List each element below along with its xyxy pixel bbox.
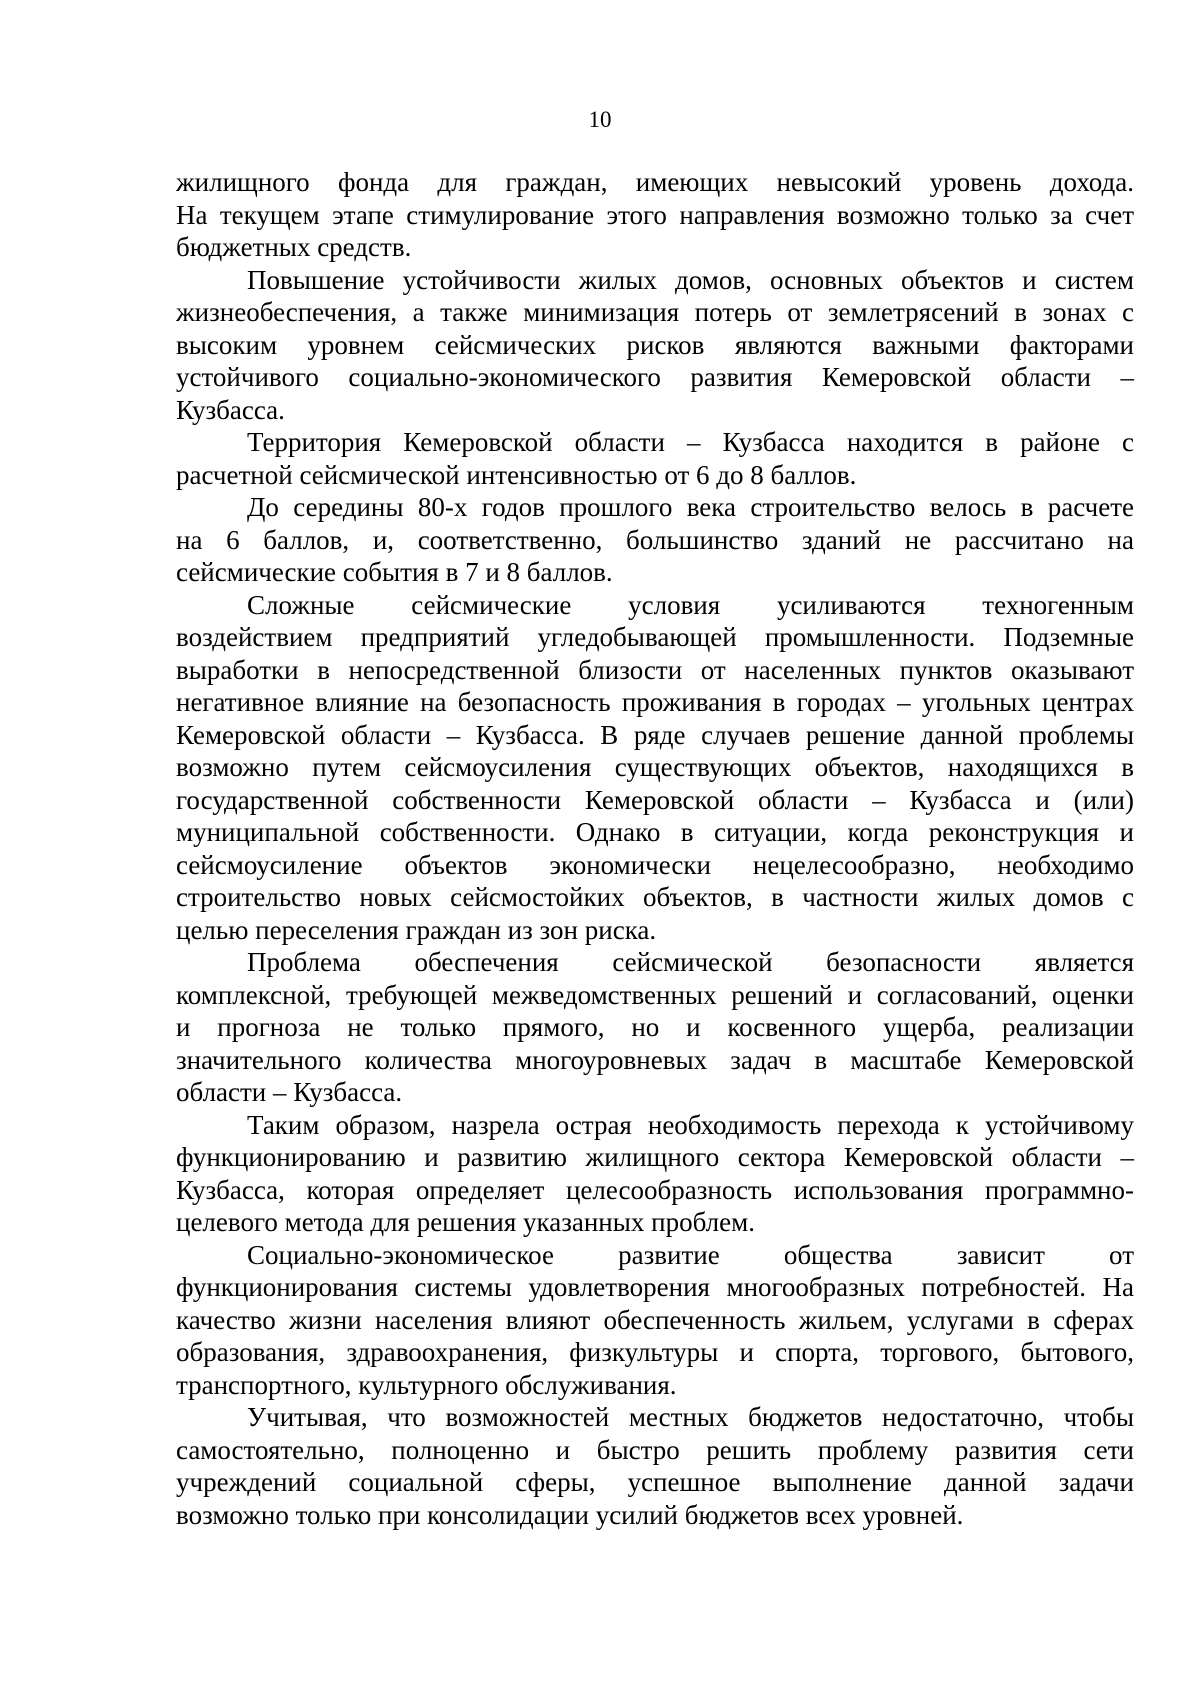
paragraph — [176, 491, 1134, 589]
text-line: государственной собственности Кемеровской области – Кузбасса и (или) — [176, 784, 1134, 815]
text-line: комплексной, требующей межведомственных решений и согласований, оценки — [176, 979, 1134, 1010]
text-line: функционирования системы удовлетворения многообразных потребностей. На — [176, 1272, 1134, 1302]
text-line: устойчивого социально-экономического развития Кемеровской области – — [176, 362, 1134, 392]
text-line: Социально-экономическое развитие общества зависит от — [247, 1239, 1134, 1270]
text-line: Повышение устойчивости жилых домов, основных объектов и систем — [247, 264, 1134, 295]
text-line: жилищного фонда для граждан, имеющих невысокий уровень дохода. — [176, 167, 1134, 197]
paragraph — [176, 426, 1134, 491]
text-line: На текущем этапе стимулирование этого направления возможно только за счет — [176, 199, 1134, 230]
text-line: Проблема обеспечения сейсмической безопасности является — [247, 947, 1134, 977]
text-line: возможно только при консолидации усилий бюджетов всех уровней. — [176, 1499, 964, 1530]
paragraph — [176, 1109, 1134, 1239]
paragraph — [176, 264, 1134, 427]
text-line: и прогноза не только прямого, но и косвенного ущерба, реализации — [176, 1012, 1134, 1042]
text-line: целевого метода для решения указанных проблем. — [176, 1207, 755, 1237]
text-line: функционированию и развитию жилищного сектора Кемеровской области – — [176, 1142, 1134, 1172]
text-line: сейсмоусиление объектов экономически нецелесообразно, необходимо — [176, 849, 1134, 880]
page-number: 10 — [588, 107, 612, 132]
document-body — [176, 166, 1134, 1531]
text-line: области – Кузбасса. — [176, 1077, 403, 1107]
text-line: бюджетных средств. — [176, 232, 412, 262]
text-line: сейсмические события в 7 и 8 баллов. — [176, 557, 613, 587]
text-line: Кузбасса, которая определяет целесообразность использования программно- — [176, 1174, 1134, 1205]
text-line: муниципальной собственности. Однако в ситуации, когда реконструкция и — [176, 817, 1134, 847]
paragraph — [176, 589, 1134, 947]
text-line: транспортного, культурного обслуживания. — [176, 1369, 677, 1400]
text-line: целью переселения граждан из зон риска. — [176, 914, 657, 945]
paragraph — [176, 1239, 1134, 1402]
text-line: значительного количества многоуровневых задач в масштабе Кемеровской — [176, 1044, 1134, 1075]
text-line: самостоятельно, полноценно и быстро решить проблему развития сети — [176, 1434, 1134, 1465]
text-line: Таким образом, назрела острая необходимость перехода к устойчивому — [247, 1109, 1134, 1140]
text-line: качество жизни населения влияют обеспеченность жильем, услугами в сферах — [176, 1304, 1134, 1335]
text-line: выработки в непосредственной близости от населенных пунктов оказывают — [176, 654, 1134, 685]
text-line: До середины 80-х годов прошлого века строительство велось в расчете — [247, 492, 1134, 522]
text-line: учреждений социальной сферы, успешное выполнение данной задачи — [176, 1467, 1134, 1497]
text-line: высоким уровнем сейсмических рисков являются важными факторами — [176, 329, 1134, 360]
text-line: Территория Кемеровской области – Кузбасса находится в районе с — [247, 427, 1134, 457]
paragraph — [176, 946, 1134, 1109]
text-line: Кемеровской области – Кузбасса. В ряде случаев решение данной проблемы — [176, 719, 1134, 750]
text-line: Кузбасса. — [176, 394, 285, 425]
paragraph — [176, 1401, 1134, 1531]
text-line: возможно путем сейсмоусиления существующих объектов, находящихся в — [176, 752, 1134, 782]
text-line: расчетной сейсмической интенсивностью от 6 до 8 баллов. — [176, 459, 857, 490]
text-line: образования, здравоохранения, физкультуры и спорта, торгового, бытового, — [176, 1337, 1134, 1367]
paragraph — [176, 166, 1134, 264]
text-line: жизнеобеспечения, а также минимизация потерь от землетрясений в зонах с — [176, 297, 1134, 327]
text-line: строительство новых сейсмостойких объектов, в частности жилых домов с — [176, 882, 1134, 912]
text-line: негативное влияние на безопасность проживания в городах – угольных центрах — [176, 687, 1134, 717]
text-line: Учитывая, что возможностей местных бюджетов недостаточно, чтобы — [247, 1402, 1134, 1432]
text-line: Сложные сейсмические условия усиливаются техногенным — [247, 589, 1134, 620]
text-line: воздействием предприятий угледобывающей промышленности. Подземные — [176, 622, 1134, 652]
text-line: на 6 баллов, и, соответственно, большинство зданий не рассчитано на — [176, 524, 1134, 555]
